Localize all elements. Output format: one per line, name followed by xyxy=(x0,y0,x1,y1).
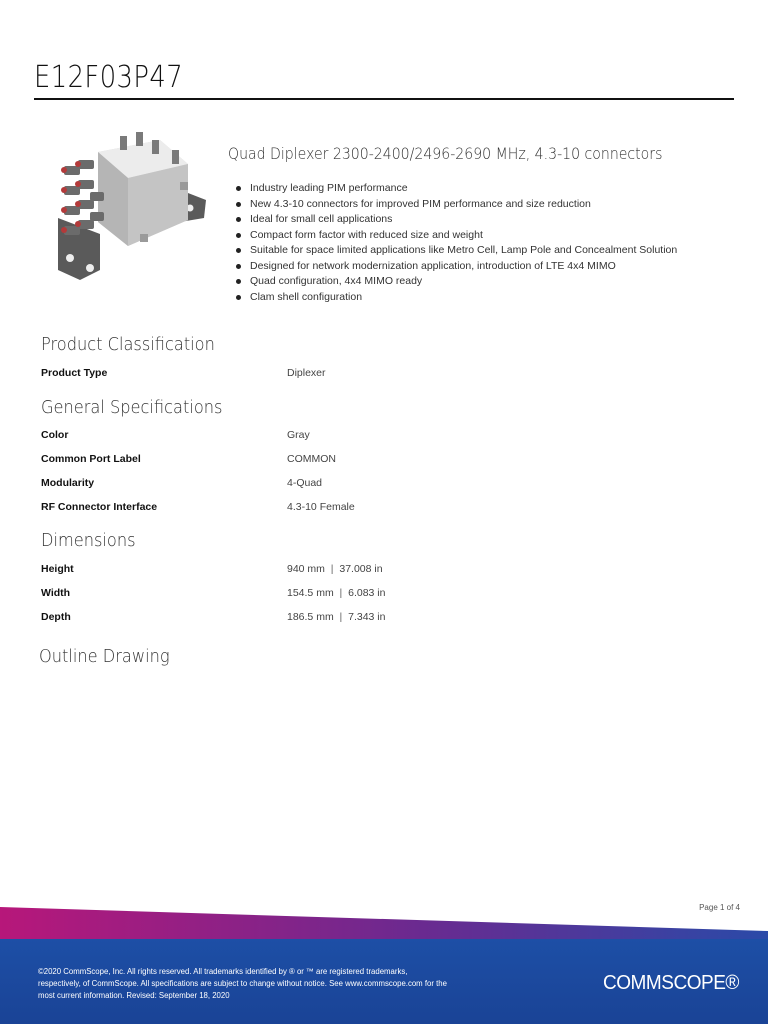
commscope-logo: COMMSCOPE® xyxy=(603,972,739,994)
spec-label: RF Connector Interface xyxy=(41,501,158,513)
feature-item: Suitable for space limited applications like Metro Cell, Lamp Pole and Concealment Solution xyxy=(250,243,677,259)
spec-value: 4.3-10 Female xyxy=(287,501,355,513)
spec-label: Modularity xyxy=(41,477,95,489)
model-number-title: E12F03P47 xyxy=(34,60,184,95)
product-headline: Quad Diplexer 2300-2400/2496-2690 MHz, 4.3-10 connectors xyxy=(228,144,663,163)
page-number: Page 1 of 4 xyxy=(699,903,740,912)
spec-value: Diplexer xyxy=(287,367,326,379)
feature-list xyxy=(250,181,677,305)
spec-row-product-type xyxy=(41,367,701,383)
feature-item: Compact form factor with reduced size and weight xyxy=(250,228,677,244)
section-heading-product-classification: Product Classification xyxy=(41,334,215,355)
feature-item: New 4.3-10 connectors for improved PIM performance and size reduction xyxy=(250,197,677,213)
feature-item: Industry leading PIM performance xyxy=(250,181,677,197)
spec-value: COMMON xyxy=(287,453,336,465)
spec-value: 154.5 mm | 6.083 in xyxy=(287,587,386,599)
section-heading-general-specifications: General Specifications xyxy=(41,397,223,418)
feature-item: Quad configuration, 4x4 MIMO ready xyxy=(250,274,677,290)
spec-label: Height xyxy=(41,563,74,575)
spec-row-width xyxy=(41,587,701,603)
product-photo xyxy=(40,122,212,290)
bullet-icon xyxy=(236,217,241,222)
bullet-icon xyxy=(236,186,241,191)
title-divider xyxy=(34,98,734,100)
spec-label: Product Type xyxy=(41,367,108,379)
feature-item: Designed for network modernization application, introduction of LTE 4x4 MIMO xyxy=(250,259,677,275)
spec-row-modularity xyxy=(41,477,701,493)
bullet-icon xyxy=(236,202,241,207)
spec-label: Width xyxy=(41,587,71,599)
feature-item: Ideal for small cell applications xyxy=(250,212,677,228)
bullet-icon xyxy=(236,264,241,269)
spec-label: Common Port Label xyxy=(41,453,141,465)
spec-value: 186.5 mm | 7.343 in xyxy=(287,611,386,623)
footer-band xyxy=(0,905,768,1024)
bullet-icon xyxy=(236,248,241,253)
section-heading-dimensions: Dimensions xyxy=(41,530,136,551)
bullet-icon xyxy=(236,279,241,284)
section-heading-outline-drawing: Outline Drawing xyxy=(39,646,170,667)
spec-row-color xyxy=(41,429,701,445)
spec-row-common-port-label xyxy=(41,453,701,469)
spec-value: 4-Quad xyxy=(287,477,323,489)
bullet-icon xyxy=(236,295,241,300)
spec-row-rf-connector-interface xyxy=(41,501,701,517)
spec-row-height xyxy=(41,563,701,579)
spec-label: Depth xyxy=(41,611,71,623)
legal-notice: ©2020 CommScope, Inc. All rights reserved. All trademarks identified by ® or ™ are registered trademarks, respectively, of CommScope. All specifications are subject to change without notice. See www.commscope.com for the most current information. Revised: September 18, 2020 xyxy=(38,967,447,1000)
spec-value: 940 mm | 37.008 in xyxy=(287,563,383,575)
bullet-icon xyxy=(236,233,241,238)
feature-item: Clam shell configuration xyxy=(250,290,677,306)
spec-label: Color xyxy=(41,429,69,441)
spec-value: Gray xyxy=(287,429,310,441)
spec-row-depth xyxy=(41,611,701,627)
